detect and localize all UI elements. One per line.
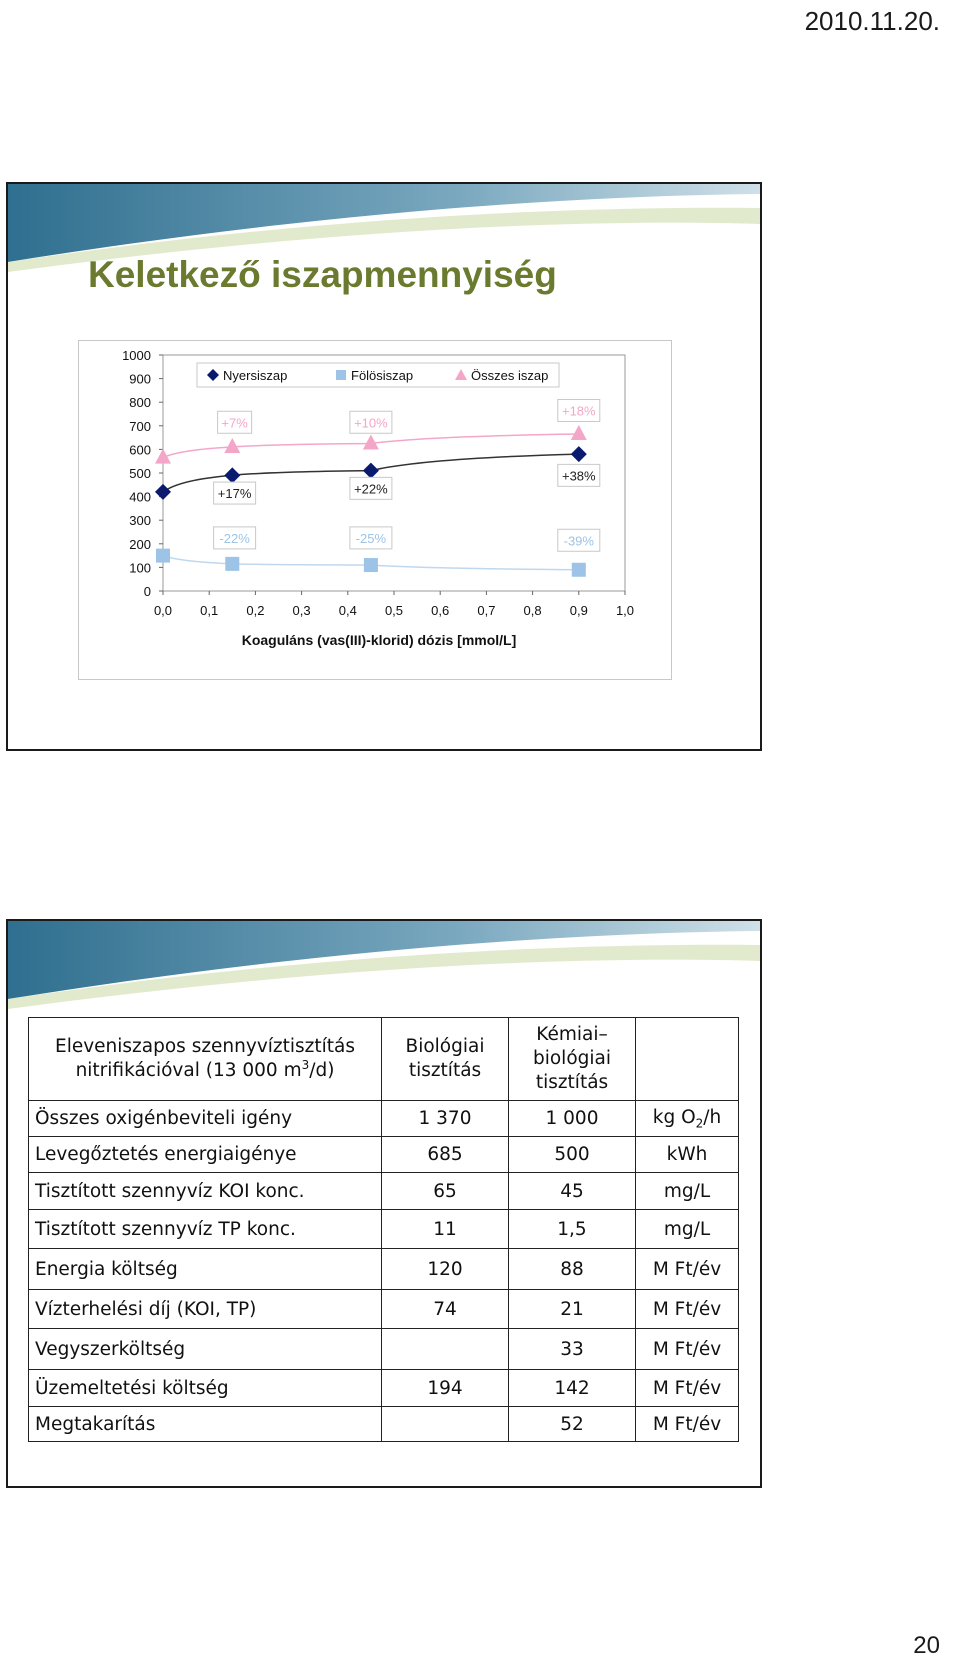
- annotation-label: -39%: [563, 533, 594, 549]
- row-bio-value: 1 370: [382, 1101, 509, 1137]
- comparison-table: [28, 1017, 739, 1442]
- slide-title: Keletkező iszapmennyiség: [88, 254, 557, 295]
- marker-nyersiszap: [363, 463, 379, 479]
- header-cell-chemical-biological: [509, 1018, 636, 1101]
- y-tick-label: 500: [129, 466, 151, 481]
- y-tick-label: 600: [129, 442, 151, 458]
- table-row: [29, 1210, 739, 1249]
- annotation-label: -22%: [219, 530, 250, 546]
- row-bio-value: 120: [382, 1249, 509, 1290]
- header-process-line1: Eleveniszapos szennyvíztisztítás: [55, 1035, 355, 1057]
- y-tick-label: 800: [129, 395, 151, 411]
- y-tick-label: 700: [129, 418, 151, 434]
- table-row: [29, 1137, 739, 1173]
- row-bio-value: 11: [382, 1210, 509, 1249]
- row-unit: M Ft/év: [636, 1329, 739, 1370]
- x-axis-label: Koaguláns (vas(III)-klorid) dózis [mmol/L]: [241, 632, 517, 648]
- annotation-label: +38%: [561, 468, 596, 484]
- annotation-label: +22%: [354, 481, 388, 497]
- marker-osszes-iszap: [363, 435, 379, 450]
- legend-label: Nyersiszap: [223, 368, 288, 383]
- marker-folosiszap: [572, 563, 586, 577]
- y-tick-label: 200: [129, 536, 151, 552]
- row-unit: M Ft/év: [636, 1249, 739, 1290]
- row-unit: M Ft/év: [636, 1290, 739, 1329]
- header-chem-line2: biológiai: [532, 1048, 612, 1070]
- table-row: [29, 1173, 739, 1210]
- row-chem-value: 1 000: [509, 1101, 636, 1137]
- table-row: [29, 1249, 739, 1290]
- slide-comparison-table: [6, 919, 762, 1488]
- slide-sludge-chart: [6, 182, 762, 751]
- row-unit: mg/L: [636, 1173, 739, 1210]
- legend-marker-folosiszap: [336, 370, 346, 380]
- header-bio-line2: tisztítás: [408, 1060, 482, 1081]
- marker-folosiszap: [364, 558, 378, 572]
- marker-nyersiszap: [224, 467, 240, 483]
- row-unit: kWh: [636, 1137, 739, 1173]
- marker-osszes-iszap: [224, 438, 240, 453]
- table-row: [29, 1101, 739, 1137]
- row-unit: [636, 1101, 739, 1137]
- page-number: 20: [913, 1632, 940, 1659]
- unit-end: /h: [703, 1106, 722, 1128]
- row-label: Vízterhelési díj (KOI, TP): [29, 1290, 382, 1329]
- header-process-end: /d): [309, 1060, 335, 1082]
- row-chem-value: 21: [509, 1290, 636, 1329]
- unit-main: kg O: [652, 1106, 696, 1128]
- annotation-label: +17%: [217, 486, 252, 502]
- header-bio-line1: Biológiai: [405, 1036, 485, 1058]
- x-tick-label: 1,0: [615, 603, 635, 618]
- x-tick-label: 0,6: [431, 603, 450, 618]
- marker-nyersiszap: [571, 446, 587, 462]
- annotation-label: -25%: [355, 530, 387, 546]
- y-tick-label: 900: [129, 371, 151, 387]
- y-tick-label: 400: [129, 489, 151, 505]
- row-chem-value: 88: [509, 1249, 636, 1290]
- marker-folosiszap: [225, 557, 239, 571]
- row-chem-value: 33: [509, 1329, 636, 1370]
- row-chem-value: 142: [509, 1370, 636, 1407]
- row-label: Tisztított szennyvíz TP konc.: [29, 1210, 382, 1249]
- row-bio-value: 685: [382, 1137, 509, 1173]
- row-bio-value: 65: [382, 1173, 509, 1210]
- row-label: Összes oxigénbeviteli igény: [29, 1101, 382, 1137]
- table-row: [29, 1407, 739, 1442]
- annotation-label: +10%: [354, 415, 388, 431]
- annotation-label: +18%: [561, 403, 596, 419]
- row-label: Levegőztetés energiaigénye: [29, 1137, 382, 1173]
- row-bio-value: [382, 1329, 509, 1370]
- y-tick-label: 100: [129, 560, 151, 576]
- x-tick-label: 0,3: [292, 603, 311, 618]
- row-label: Vegyszerköltség: [29, 1329, 382, 1370]
- x-tick-label: 0,9: [569, 603, 588, 618]
- header-cell-unit: [636, 1018, 739, 1101]
- y-tick-label: 0: [143, 584, 151, 599]
- row-chem-value: 1,5: [509, 1210, 636, 1249]
- x-tick-label: 0,4: [338, 603, 357, 618]
- marker-folosiszap: [156, 549, 170, 563]
- header-chem-line1: Kémiai–: [536, 1024, 608, 1046]
- row-unit: mg/L: [636, 1210, 739, 1249]
- header-process-sup: 3: [301, 1058, 310, 1073]
- row-chem-value: 52: [509, 1407, 636, 1442]
- header-chem-line3: tisztítás: [535, 1071, 609, 1093]
- table-header-row: [29, 1018, 739, 1101]
- annotation-label: +7%: [221, 415, 248, 431]
- marker-osszes-iszap: [571, 425, 587, 440]
- header-cell-biological: [382, 1018, 509, 1101]
- row-unit: M Ft/év: [636, 1370, 739, 1407]
- legend-label: Összes iszap: [471, 368, 549, 383]
- document-date: 2010.11.20.: [804, 6, 940, 36]
- table-row: [29, 1329, 739, 1370]
- row-bio-value: 194: [382, 1370, 509, 1407]
- row-label: Üzemeltetési költség: [29, 1370, 382, 1407]
- row-bio-value: [382, 1407, 509, 1442]
- table-row: [29, 1290, 739, 1329]
- x-tick-label: 0,7: [477, 603, 496, 618]
- x-tick-label: 0,8: [523, 603, 542, 618]
- unit-sub: 2: [695, 1116, 704, 1131]
- row-chem-value: 45: [509, 1173, 636, 1210]
- row-bio-value: 74: [382, 1290, 509, 1329]
- y-tick-label: 1000: [122, 348, 151, 363]
- row-label: Energia költség: [29, 1249, 382, 1290]
- x-tick-label: 0,2: [246, 603, 265, 618]
- marker-nyersiszap: [155, 484, 171, 500]
- table-row: [29, 1370, 739, 1407]
- row-label: Megtakarítás: [29, 1407, 382, 1442]
- row-unit: M Ft/év: [636, 1407, 739, 1442]
- chart-area: [78, 340, 672, 680]
- sludge-chart: [79, 341, 671, 679]
- x-tick-label: 0,1: [200, 603, 219, 618]
- legend-label: Fölösiszap: [351, 368, 414, 383]
- row-chem-value: 500: [509, 1137, 636, 1173]
- row-label: Tisztított szennyvíz KOI konc.: [29, 1173, 382, 1210]
- slide-header-swoosh: [8, 921, 760, 1011]
- x-tick-label: 0,0: [153, 603, 173, 618]
- header-cell-process: [29, 1018, 382, 1101]
- x-tick-label: 0,5: [384, 603, 404, 618]
- y-tick-label: 300: [129, 513, 151, 529]
- header-process-line2: nitrifikációval (13 000 m: [75, 1060, 302, 1082]
